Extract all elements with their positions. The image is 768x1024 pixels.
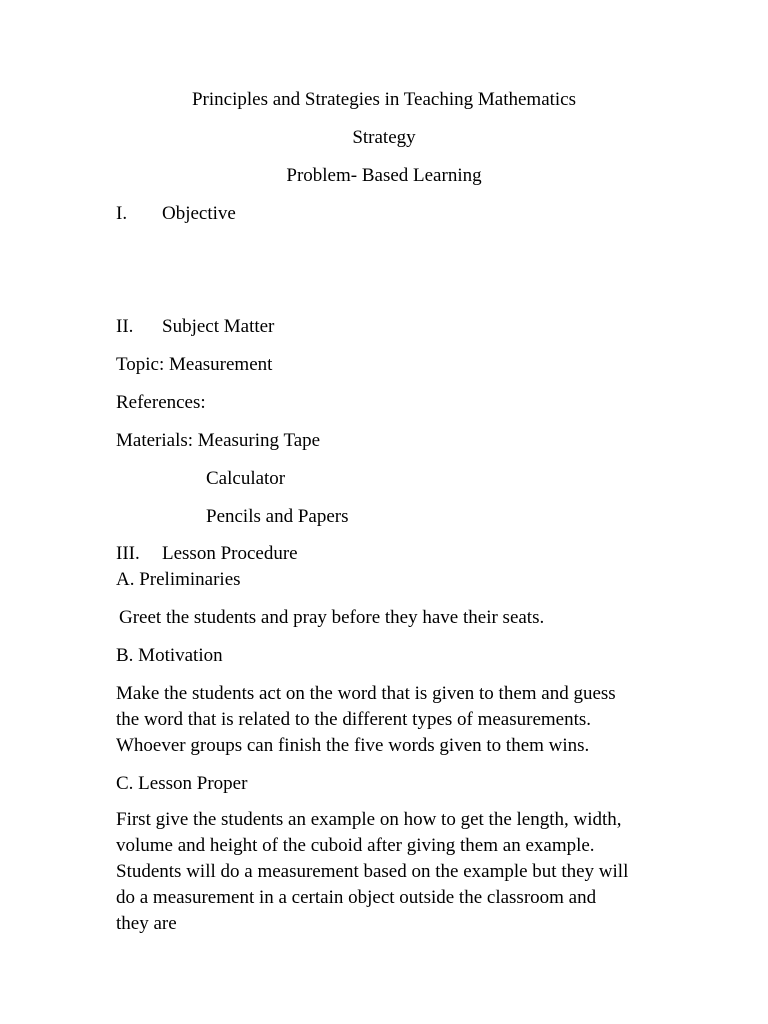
- strategy-name: Problem- Based Learning: [286, 165, 482, 186]
- preliminaries-text: Greet the students and pray before they have their seats.: [119, 607, 545, 628]
- section-number-objective: I.: [116, 203, 128, 224]
- subheading-lesson-proper: C. Lesson Proper: [116, 773, 248, 794]
- material-item: Pencils and Papers: [206, 506, 349, 527]
- document-title: Principles and Strategies in Teaching Mathematics: [191, 89, 577, 110]
- materials-line: Materials: Measuring Tape: [116, 430, 321, 451]
- motivation-text-line: Whoever groups can finish the five words given to them wins.: [116, 735, 590, 756]
- lesson-proper-text-line: Students will do a measurement based on the example but they will: [116, 861, 629, 882]
- subheading-motivation: B. Motivation: [116, 645, 223, 666]
- section-heading-objective: Objective: [162, 203, 236, 224]
- document-subtitle: Strategy: [352, 127, 416, 148]
- references-line: References:: [116, 392, 206, 413]
- lesson-proper-text-line: do a measurement in a certain object outside the classroom and: [116, 887, 597, 908]
- motivation-text-line: Make the students act on the word that is given to them and guess: [116, 683, 616, 704]
- material-item: Calculator: [206, 468, 286, 489]
- section-number-subject-matter: II.: [116, 316, 134, 337]
- lesson-proper-text-line: they are: [116, 913, 177, 934]
- lesson-proper-text-line: First give the students an example on how to get the length, width,: [116, 809, 622, 830]
- topic-line: Topic: Measurement: [116, 354, 273, 375]
- motivation-text-line: the word that is related to the different types of measurements.: [116, 709, 592, 730]
- section-heading-procedure: Lesson Procedure: [162, 543, 298, 564]
- subheading-preliminaries: A. Preliminaries: [116, 569, 241, 590]
- section-heading-subject-matter: Subject Matter: [162, 316, 275, 337]
- section-number-procedure: III.: [116, 543, 140, 564]
- lesson-proper-text-line: volume and height of the cuboid after giving them an example.: [116, 835, 595, 856]
